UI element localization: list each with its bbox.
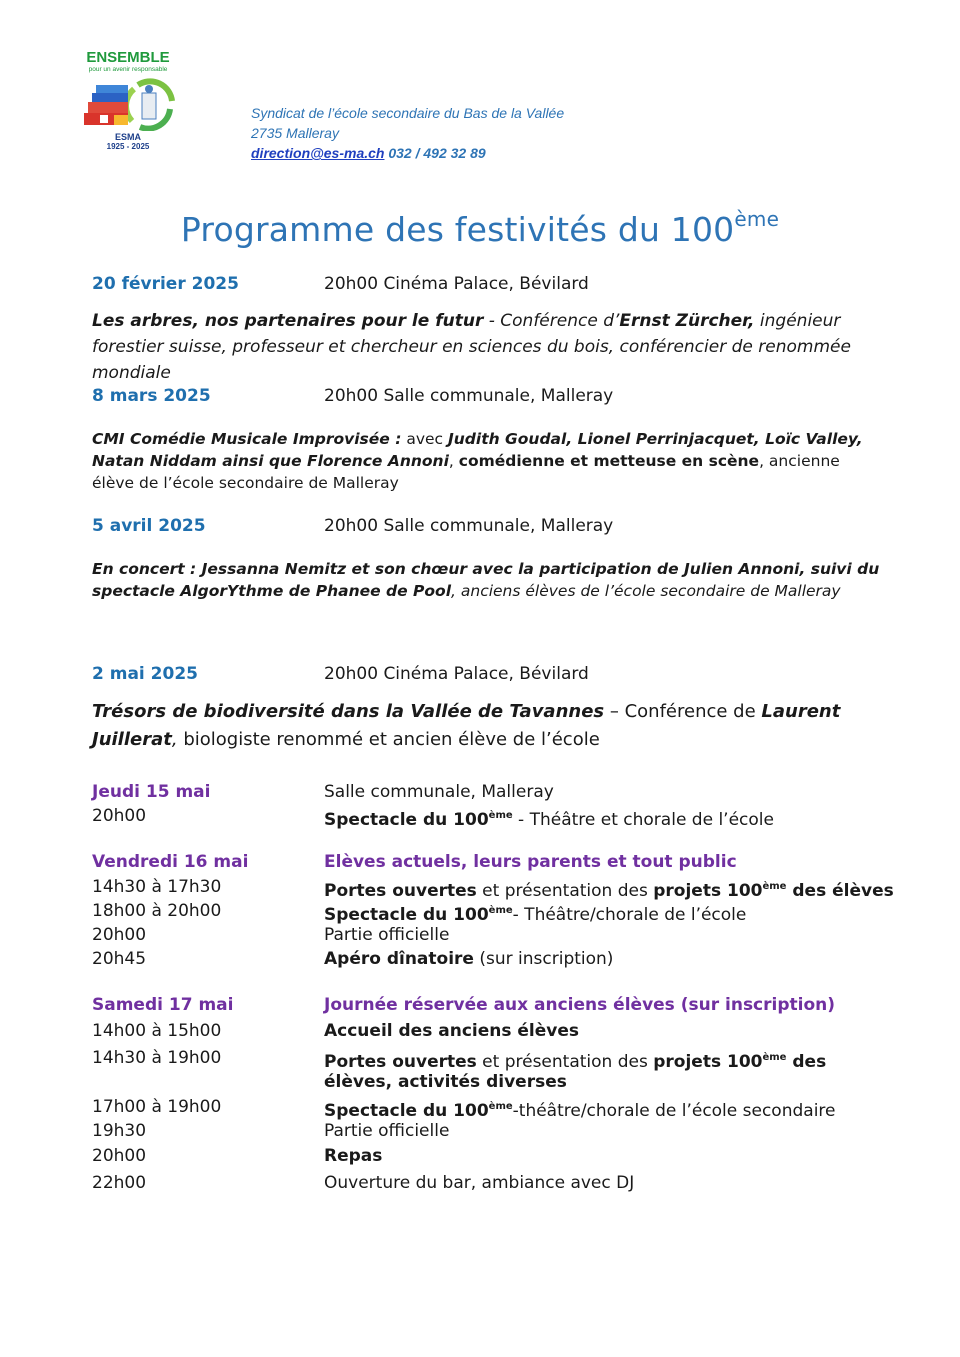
schedule-time: 20h45	[92, 949, 147, 969]
day-heading: Elèves actuels, leurs parents et tout public	[324, 852, 737, 872]
event-place: 20h00 Cinéma Palace, Bévilard	[324, 664, 589, 684]
schedule-time: 18h00 à 20h00	[92, 901, 222, 921]
schedule-time: 20h00	[92, 925, 147, 945]
sender-address	[251, 103, 564, 163]
day-label: Samedi 17 mai	[92, 995, 234, 1015]
phone-number: 032 / 492 32 89	[384, 145, 486, 161]
esma-logo	[78, 50, 178, 162]
books-recycle-icon	[80, 75, 176, 131]
schedule-time: 20h00	[92, 806, 147, 826]
email-link[interactable]: direction@es-ma.ch	[251, 145, 385, 161]
schedule-item: Ouverture du bar, ambiance avec DJ	[324, 1173, 635, 1193]
schedule-time: 14h00 à 15h00	[92, 1021, 222, 1041]
schedule-time: 14h30 à 19h00	[92, 1048, 222, 1068]
event-description-1: Les arbres, nos partenaires pour le futur - Conférence d’Ernst Zürcher, ingénieur forestier suisse, professeur et chercheur en sciences du bois, conférencier de renommée mondiale	[92, 311, 851, 383]
page-title: Programme des festivités du 100ème	[180, 207, 780, 249]
schedule-item: élèves, activités diverses	[324, 1072, 567, 1092]
event-description-4: Trésors de biodiversité dans la Vallée de Tavannes – Conférence de Laurent Juillerat, biologiste renommé et ancien élève de l’école	[92, 701, 841, 750]
schedule-time: 20h00	[92, 1146, 147, 1166]
event-description-3: En concert : Jessanna Nemitz et son chœur avec la participation de Julien Annoni, suivi du spectacle AlgorYthme de Phanee de Pool, anciens élèves de l’école secondaire de Malleray	[92, 560, 880, 600]
event-place: 20h00 Cinéma Palace, Bévilard	[324, 274, 589, 294]
schedule-item: Repas	[324, 1146, 383, 1166]
logo-tagline: pour un avenir responsable	[88, 66, 168, 73]
schedule-item: Accueil des anciens élèves	[324, 1021, 580, 1041]
event-date: 20 février 2025	[92, 274, 239, 294]
logo-ensemble-text: ENSEMBLE	[86, 49, 170, 66]
day-label: Vendredi 16 mai	[92, 852, 249, 872]
event-description-2: CMI Comédie Musicale Improvisée : avec Judith Goudal, Lionel Perrinjacquet, Loïc Valley, Natan Niddam ainsi que Florence Annoni, comédienne et metteuse en scène, ancienne élève de l’école secondaire de Malleray	[92, 430, 863, 492]
schedule-time: 19h30	[92, 1121, 147, 1141]
contact-line	[251, 143, 564, 163]
schedule-item: Portes ouvertes et présentation des projets 100ème des élèves	[324, 881, 894, 901]
schedule-item: Spectacle du 100ème-théâtre/chorale de l’école secondaire	[324, 1101, 836, 1121]
schedule-item: Partie officielle	[324, 1121, 450, 1141]
event-date: 5 avril 2025	[92, 516, 206, 536]
event-date: 2 mai 2025	[92, 664, 198, 684]
schedule-time: 22h00	[92, 1173, 147, 1193]
schedule-item: Apéro dînatoire (sur inscription)	[324, 949, 614, 969]
schedule-time: 14h30 à 17h30	[92, 877, 222, 897]
schedule-time: 17h00 à 19h00	[92, 1097, 222, 1117]
address-line-1: Syndicat de l’école secondaire du Bas de la Vallée	[251, 105, 565, 121]
day-label: Jeudi 15 mai	[92, 782, 211, 802]
logo-years: 1925 - 2025	[106, 142, 150, 151]
schedule-item: Partie officielle	[324, 925, 450, 945]
event-place: 20h00 Salle communale, Malleray	[324, 516, 614, 536]
logo-esma: ESMA	[114, 132, 141, 142]
day-heading: Journée réservée aux anciens élèves (sur inscription)	[324, 995, 836, 1015]
schedule-item: Spectacle du 100ème- Théâtre/chorale de l’école	[324, 905, 747, 925]
event-place: 20h00 Salle communale, Malleray	[324, 386, 614, 406]
schedule-item: Spectacle du 100ème - Théâtre et chorale de l’école	[324, 810, 774, 830]
address-line-2: 2735 Malleray	[251, 125, 339, 141]
day-place: Salle communale, Malleray	[324, 782, 554, 802]
event-date: 8 mars 2025	[92, 386, 211, 406]
schedule-item: Portes ouvertes et présentation des projets 100ème des	[324, 1052, 827, 1072]
